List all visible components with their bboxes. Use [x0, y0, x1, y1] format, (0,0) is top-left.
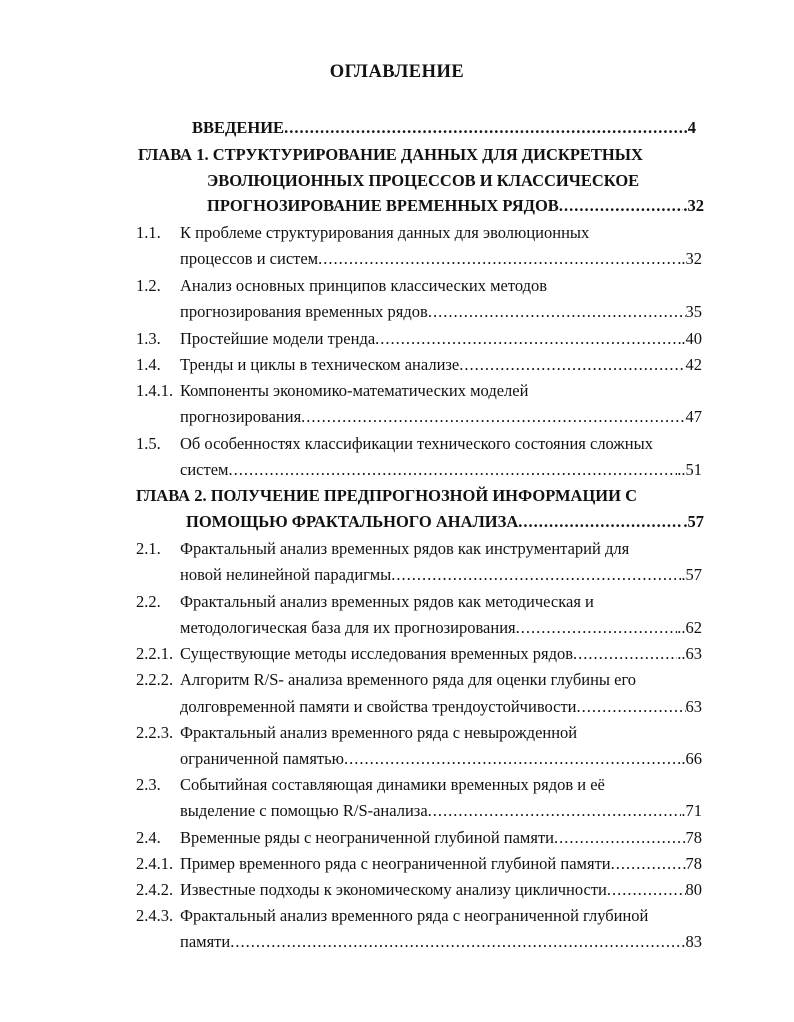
toc-entry-introduction[interactable]: [192, 118, 696, 142]
toc-page-number: .71: [681, 801, 702, 820]
toc-section-2-4-3-line-1[interactable]: [180, 906, 648, 930]
toc-section-1-2-line-1[interactable]: [180, 276, 547, 300]
toc-entry-title: прогнозирования временных рядов: [180, 302, 428, 321]
toc-section-2-4-2[interactable]: [180, 880, 702, 904]
toc-section-2-4-1[interactable]: [180, 854, 702, 878]
toc-page-number: .57: [683, 512, 704, 531]
toc-section-2-2-2-line-1[interactable]: [180, 670, 636, 694]
toc-page-number: ..62: [677, 618, 702, 637]
toc-entry-title: прогнозирования: [180, 407, 302, 426]
toc-entry-title: Событийная составляющая динамики временных рядов и её: [180, 775, 605, 794]
toc-entry-title: памяти: [180, 932, 231, 951]
toc-entry-title: Об особенностях классификации технического состояния сложных: [180, 434, 653, 453]
toc-section-1-5-line-2[interactable]: [180, 460, 702, 484]
toc-section-1-3[interactable]: [180, 329, 702, 353]
toc-page-number: .57: [681, 565, 702, 584]
toc-entry-title: Временные ряды с неограниченной глубиной памяти: [180, 828, 555, 847]
toc-page-number: ..32: [677, 249, 702, 268]
toc-section-number: 2.3.: [136, 775, 161, 794]
toc-entry-title: Пример временного ряда с неограниченной глубиной памяти: [180, 854, 611, 873]
toc-leader-dots: [459, 355, 685, 375]
toc-section-1-4-1-line-2[interactable]: [180, 407, 702, 431]
toc-page-number: 83: [685, 932, 702, 951]
toc-chapter-1-line-1[interactable]: [138, 145, 643, 169]
page-title: ОГЛАВЛЕНИЕ: [329, 62, 465, 82]
toc-page-number: 35: [685, 302, 702, 321]
toc-page-number: .32: [683, 196, 704, 215]
toc-entry-title: Компоненты экономико-математических моделей: [180, 381, 529, 400]
toc-section-number: 2.2.3.: [136, 723, 174, 742]
toc-section-number: 2.2.1.: [136, 644, 174, 663]
toc-entry-title: ВВЕДЕНИЕ: [192, 118, 285, 137]
toc-entry-title: Простейшие модели тренда: [180, 329, 376, 348]
toc-entry-title: выделение с помощью R/S-анализа: [180, 801, 428, 820]
toc-chapter-2-line-2[interactable]: [186, 512, 704, 536]
toc-section-number: 1.4.: [136, 355, 161, 374]
toc-entry-title: долговременной памяти и свойства трендоустойчивости: [180, 697, 577, 716]
toc-entry-title: новой нелинейной парадигмы: [180, 565, 392, 584]
toc-section-2-2-3-line-1[interactable]: [180, 723, 577, 747]
toc-section-2-4[interactable]: [180, 828, 702, 852]
toc-leader-dots: [228, 460, 677, 480]
toc-entry-title: Существующие методы исследования временных рядов: [180, 644, 574, 663]
toc-entry-title: ПРОГНОЗИРОВАНИЕ ВРЕМЕННЫХ РЯДОВ: [207, 196, 559, 215]
toc-section-number: 2.2.: [136, 592, 161, 611]
toc-page-number: .66: [681, 749, 702, 768]
toc-entry-title: Фрактальный анализ временных рядов как инструментарий для: [180, 539, 630, 558]
toc-page-number: ..63: [677, 644, 702, 663]
toc-section-number: 2.1.: [136, 539, 161, 558]
toc-section-2-1-line-2[interactable]: [180, 565, 702, 589]
toc-section-1-4-1-line-1[interactable]: [180, 381, 528, 405]
toc-leader-dots: [611, 854, 686, 874]
toc-section-2-2-1[interactable]: [180, 644, 702, 668]
toc-section-2-2-line-1[interactable]: [180, 592, 594, 616]
toc-leader-dots: [230, 932, 685, 952]
toc-leader-dots: [607, 880, 686, 900]
toc-section-number: 1.4.1.: [136, 381, 174, 400]
toc-leader-dots: [577, 697, 686, 717]
toc-entry-title: Фрактальный анализ временного ряда с неограниченной глубиной: [180, 906, 649, 925]
toc-entry-title: Тренды и циклы в техническом анализе: [180, 355, 460, 374]
toc-leader-dots: [428, 801, 682, 821]
toc-section-2-3-line-2[interactable]: [180, 801, 702, 825]
toc-page-number: .4: [683, 118, 696, 137]
toc-chapter-2-line-1[interactable]: [136, 486, 637, 510]
toc-section-2-2-3-line-2[interactable]: [180, 749, 702, 773]
toc-section-number: 1.1.: [136, 223, 161, 242]
toc-leader-dots: [375, 329, 681, 349]
toc-entry-title: ГЛАВА 1. СТРУКТУРИРОВАНИЕ ДАННЫХ ДЛЯ ДИСКРЕТНЫХ: [138, 145, 643, 164]
toc-section-number: 2.4.: [136, 828, 161, 847]
toc-entry-title: ПОМОЩЬЮ ФРАКТАЛЬНОГО АНАЛИЗА: [186, 512, 519, 531]
toc-entry-title: Алгоритм R/S- анализа временного ряда для оценки глубины его: [180, 670, 637, 689]
toc-section-1-1-line-1[interactable]: [180, 223, 589, 247]
toc-section-number: 2.4.3.: [136, 906, 174, 925]
toc-section-2-4-3-line-2[interactable]: [180, 932, 702, 956]
toc-entry-title: методологическая база для их прогнозирования: [180, 618, 516, 637]
toc-section-number: 1.2.: [136, 276, 161, 295]
toc-leader-dots: [554, 828, 685, 848]
toc-section-2-2-2-line-2[interactable]: [180, 697, 702, 721]
toc-page-number: 42: [685, 355, 702, 374]
toc-chapter-1-line-3[interactable]: [207, 196, 704, 220]
toc-leader-dots: [518, 512, 683, 532]
toc-page-number: 78: [685, 854, 702, 873]
toc-entry-title: ЭВОЛЮЦИОННЫХ ПРОЦЕССОВ И КЛАССИЧЕСКОЕ: [207, 171, 640, 190]
toc-page-number: ..51: [677, 460, 702, 479]
toc-leader-dots: [559, 196, 684, 216]
toc-leader-dots: [318, 249, 677, 269]
toc-entry-title: процессов и систем: [180, 249, 319, 268]
toc-page-number: 63: [685, 697, 702, 716]
toc-leader-dots: [391, 565, 681, 585]
toc-entry-title: ограниченной памятью: [180, 749, 344, 768]
toc-section-1-1-line-2[interactable]: [180, 249, 702, 273]
toc-section-1-5-line-1[interactable]: [180, 434, 653, 458]
toc-page-number: .40: [681, 329, 702, 348]
toc-leader-dots: [573, 644, 677, 664]
toc-section-number: 2.4.2.: [136, 880, 174, 899]
toc-section-1-2-line-2[interactable]: [180, 302, 702, 326]
toc-leader-dots: [284, 118, 684, 138]
toc-section-number: 2.2.2.: [136, 670, 174, 689]
toc-section-1-4[interactable]: [180, 355, 702, 379]
toc-entry-title: К проблеме структурирования данных для эволюционных: [180, 223, 590, 242]
toc-page-number: 78: [685, 828, 702, 847]
toc-leader-dots: [516, 618, 678, 638]
toc-page-number: 80: [685, 880, 702, 899]
toc-entry-title: Анализ основных принципов классических методов: [180, 276, 548, 295]
toc-section-2-3-line-1[interactable]: [180, 775, 605, 799]
toc-entry-title: ГЛАВА 2. ПОЛУЧЕНИЕ ПРЕДПРОГНОЗНОЙ ИНФОРМАЦИИ С: [136, 486, 637, 505]
toc-entry-title: систем: [180, 460, 229, 479]
toc-section-2-2-line-2[interactable]: [180, 618, 702, 642]
toc-page-number: 47: [685, 407, 702, 426]
toc-leader-dots: [428, 302, 686, 322]
toc-leader-dots: [301, 407, 685, 427]
toc-section-2-1-line-1[interactable]: [180, 539, 629, 563]
toc-section-number: 1.3.: [136, 329, 161, 348]
toc-section-number: 2.4.1.: [136, 854, 174, 873]
toc-entry-title: Известные подходы к экономическому анализу цикличности: [180, 880, 607, 899]
toc-leader-dots: [344, 749, 681, 769]
toc-chapter-1-line-2[interactable]: [207, 171, 639, 195]
toc-entry-title: Фрактальный анализ временных рядов как методическая и: [180, 592, 594, 611]
toc-entry-title: Фрактальный анализ временного ряда с невырожденной: [180, 723, 578, 742]
toc-section-number: 1.5.: [136, 434, 161, 453]
